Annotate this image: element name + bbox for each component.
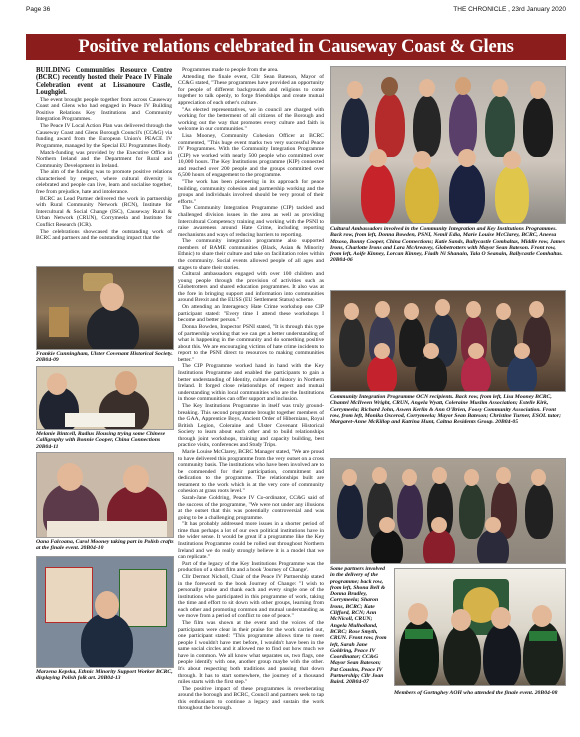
article-paragraph: Sarah-Jane Goldring, Peace IV Co-ordinator, CC&G said of the success of the programme, "We were not under any illusions at the outset that this was potentially controversial and was going to be a challenging programme. (178, 494, 324, 521)
article-paragraph: The celebrations showcased the outstanding work of BCRC and partners and the outstanding impact that the (36, 228, 172, 242)
article-paragraph: Donna Bowden, Inspector PSNI stated, "It is through this type of partnership working that we can get a better understanding of what is happening in the community and do something positive about this. We are encouraging victims of hate crime incidents to report to the PSNI direct to resources to making communities better." (178, 324, 324, 363)
article-paragraph: The Community Integration Programme (CIP) tackled and challenged division issues in the area as well as providing Intercultural Competency training and working with the PSNI to raise awareness around Hate Crime, including reporting mechanisms and ways of reducing barriers to reporting. (178, 205, 324, 238)
article-paragraph: Marie Louise McClarey, BCRC Manager stated, "We are proud to have delivered this programme from the very outset on a cross community basis. The institutions who have been involved are to be commended for their participation, commitment and dedication to the programme. The relationships built are testament to the work which is at the very core of community cohesion at grass roots level." (178, 448, 324, 495)
article-paragraph: Match-funding was provided by the Executive Office in Northern Ireland and the Department for Rural and Community Development in Ireland. (36, 149, 172, 169)
caption-marzena: Marzena Kepska, Ethnic Minority Support Worker BCRC, displaying Polish folk art. 20B04-13 (36, 669, 173, 682)
article-lead: BUILDING Communities Resource Centre (BCRC) recently hosted their Peace IV Finale Celebration event at Lissanoure Castle, Loughgiel. (36, 67, 172, 97)
article-paragraph: The event brought people together from across Causeway Coast and Glens who had engaged in Peace IV Building Positive Relations Key Institutions and Community Integration Programmes. (36, 96, 172, 123)
article-paragraph: BCRC as Lead Partner delivered the work in partnership with Rural Community Network (RCN), Institute for Intercultural & Social Change (ISC), Causeway Rural & Urban Network (CRUN), Corrymeela and Institute for Conflict Research (ICR). (36, 195, 172, 228)
headline: Positive relations celebrated in Causeway Coast & Glens (78, 36, 514, 57)
article-paragraph: Programmes made to people from the area. (182, 67, 279, 73)
article-paragraph: On attending an Interagency Hate Crime workshop one CIP participant stated: "Every time I attend these workshops I become and better person." (178, 304, 324, 324)
caption-cultural-ambassadors: Cultural Ambassadors involved in the Community Integration and Key Institutions Programmes. Back row, from left, Donna Bowden, PSNI, Nemil Edia, Marie Louise McClarey, BCRC, Aneesa Mtsoso, Bonny Cooper, China Connections; Katie Sands, Ballycastle Comhaltas, Middle row, James Irons, Charlotte Irons and Lara McAreavey, Globetrotters with Mayor Sean Bateson. Front row, from left, Aoife Kinney, Lorcan Kinney, Fiadh Ni Shanain, Tala O Seanain, Ballycastle Comhaltas. 20B04-06 (330, 226, 565, 264)
article-paragraph: Attending the finale event, Cllr Sean Bateson, Mayor of CC&G stated, "These programmes have provided an opportunity for people of different backgrounds and religions to come together to talk openly, to forge friendships and create mutual appreciation of each other's culture. (178, 73, 324, 106)
headline-banner (26, 34, 566, 60)
article-paragraph: The aim of the funding was to promote positive relations characterised by respect, where cultural diversity is celebrated and people can live, learn and socialise together, free from prejudice, hate and intolerance. (36, 169, 172, 196)
caption-aoh-members: Members of Gortnghey AOH who attended the finale event. 20B04-08 (394, 690, 558, 696)
caption-ocn-recipients: Community Integration Programme OCN recipients. Back row, from left, Lisa Mooney BCRC, Chantel McIlveen Wright, CRUN, Angela Wyatt, Coleraine Muslim Association; Estelle Kirk, Corrymeela; Richard John, Aswen Kerlin & Ann O'Brien, Foosy Community Association. Front row, from left, Monika Oscerod, Corrymeela; Mayor Sean Bateson; Christine Turner, ESOL tutor; Margaret-Anne McKillop and Katrina Hunt, Caltna Residents Group. 20B04-05 (330, 394, 561, 426)
article-paragraph: Part of the legacy of the Key Institutions Programme was the production of a short film and a book 'Journey of Change'. (178, 560, 324, 574)
caption-oana: Oana Falcoana, Carol Mooney taking part in Polish crafts at the finale event. 20B04-10 (36, 539, 174, 552)
photo-cultural-ambassadors (330, 66, 566, 224)
photo-oana (36, 452, 174, 538)
photo-marzena (36, 556, 174, 668)
article-paragraph: The Peace IV Local Action Plan was delivered through the Causeway Coast and Glens Borough Council's (CC&G) via funding award from the European Union's PEACE IV Programme, managed by the Special EU Programmes Body. (36, 123, 172, 149)
page-number: Page 36 (26, 5, 51, 13)
page-header (26, 4, 566, 14)
photo-melanie (36, 366, 174, 430)
photo-frankie (36, 266, 174, 350)
article-paragraph: "The work has been pioneering in its approach for peace building, community cohesion and partnership working and the groups and individuals involved should be very proud of their efforts." (178, 179, 324, 205)
article-paragraph: Lisa Mooney, Community Cohesion Officer at BCRC commented, "This huge event marks two very successful Peace IV Programmes. With the Community Integration Programme (CIP) we worked with nearly 500 people who committed over 10,000 hours. The Key Institutions programme (KIP) connected and reached over 200 people and the groups committed over 6,500 hours of engagement to the programme. (178, 133, 324, 179)
article-paragraph: The positive impact of these programmes is reverberating around the borough and BCRC, Council and partners seek to tap this enthusiasm to continue a legacy and sustain the work throughout the borough. (178, 685, 324, 712)
article-paragraph: Cultural ambassadors engaged with over 100 children and young people through the provision of activities such as Globetrotters and shared education programmes. It also was at the fore in bringing support and information into communities around Brexit and the EUSS (EU Settlement Status) scheme. (178, 271, 324, 304)
article-paragraph: The film was shown at the event and the voices of the participants were clear in their praise for the work carried out, one participant stated: "This programme allows time to meet people I wouldn't have met before, I wouldn't have been in the same social circles and it allowed me to find out how much we have in common. We all know what separates us, two flags, one people identify with one, another group maybe with the other. It's about respecting both traditions and passing that down through. It has to start somewhere, the journey of a thousand miles starts with the first step." (178, 620, 324, 686)
article-paragraph: The community integration programme also supported members of BAME communities (Black, Asian & Minority Ethnic) to share their culture and take on facilitation roles within the community. Social events allowed people of all ages and stages to share their stories. (178, 238, 324, 271)
publication-date: THE CHRONICLE , 23rd January 2020 (453, 5, 566, 13)
photo-aoh-members (394, 568, 566, 686)
article-column-1 (36, 67, 172, 264)
article-paragraph: "It has probably addressed more issues in a shorter period of time than perhaps a lot of our own political institutions have in the wider sense. It would be great if a programme like the Key Institutions Programme could be rolled out throughout Northern Ireland and we do really strongly believe it is a model that we can replicate." (178, 521, 324, 561)
caption-partners: Some partners involved in the delivery of the programme; back row, from left, Shona Bell & Donna Bradley, Corrymeela; Sharon Irons, BCRC; Kate Clifford, RCN; Ann McNicoll, CRUN; Angela Mulholland, BCRC; Rose Smyth, CRUN. Front row, from left, Sarah Jane Goldring, Peace IV Coordinator; CC&G Mayor Sean Bateson; Pat Cousins, Peace IV Partnership; Cllr Joan Baird. 20B04-07 (330, 566, 387, 686)
article-column-2 (178, 67, 324, 734)
article-paragraph: "As elected representatives, we in council are charged with working for the betterment of all citizens of the Borough and working out the way that promotes every culture and faith is welcome in our communities." (178, 106, 324, 133)
article-paragraph: Cllr Dermot Nicholl, Chair of the Peace IV Partnership stated in the foreword to the book Journey of Change: "I wish to personally praise and thank each and every single one of the institutions who participated in this programme of work, taking the time and effort to sit down with other groups, learning from each other and promoting common and mutual understanding as we move from a period of conflict to one of peace." (178, 574, 324, 620)
photo-ocn-recipients (330, 290, 566, 392)
article-paragraph: The Key Institutions Programme in itself was truly ground-breaking. This second programme brought together members of the GAA, Apprentice Boys, Ancient Order of Hibernians, Royal British Legion, Coleraine and Ulster Covenant Historical Society to learn about each other and to build relationships through joint workshops, training and capacity building, best practice visits, conferences and Study Trips. (178, 402, 324, 449)
caption-frankie: Frankie Cunningham, Ulster Covenant Historical Society. 20B04-09 (36, 351, 173, 364)
caption-melanie: Melanie Bintcell, Radius Housing trying some Chinese Calligraphy with Bonnie Cooper, China Connections 20B04-11 (36, 431, 166, 450)
photo-partners (330, 458, 566, 564)
article-paragraph: The CIP Programme worked hand in hand with the Key Institutions Programme and enabled the participants to gain a better understanding of Identity, culture and history in Northern Ireland. It forged close relationships of respect and mutual understanding within local communities who are the Institutions in those communities can offer support and inclusion. (178, 363, 324, 403)
